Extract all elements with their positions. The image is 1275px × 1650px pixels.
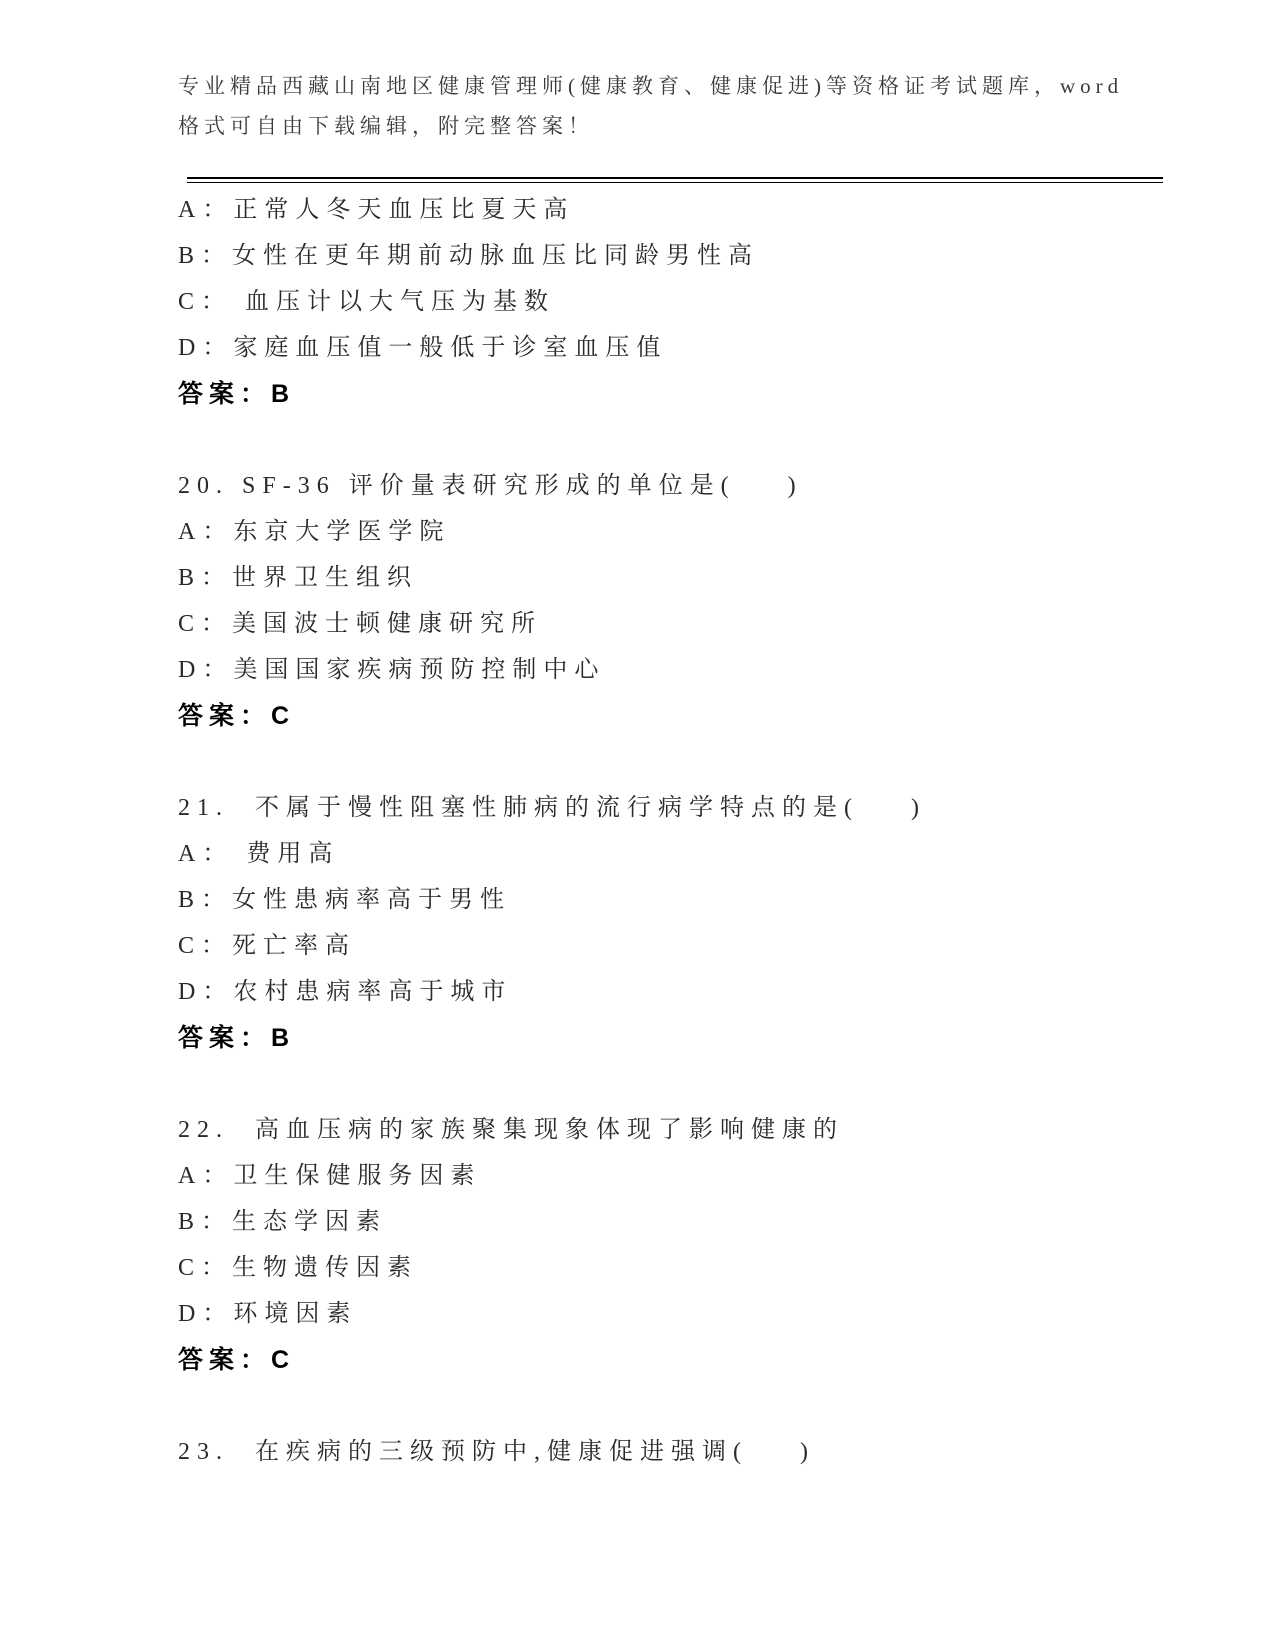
header-text-line-1: 专业精品西藏山南地区健康管理师(健康教育、健康促进)等资格证考试题库，word [178, 74, 1124, 98]
question21-option-b: B：女性患病率高于男性 [178, 887, 512, 913]
header-text-line-2: 格式可自由下载编辑，附完整答案！ [178, 114, 594, 138]
question22-option-c: C：生物遗传因素 [178, 1255, 419, 1281]
question20-option-d: D：美国国家疾病预防控制中心 [178, 657, 606, 683]
question19-option-c: C： 血压计以大气压为基数 [178, 289, 556, 315]
block-spacer [178, 417, 1275, 463]
question22-answer: 答案：C [178, 1346, 296, 1374]
question19-option-b: B：女性在更年期前动脉血压比同龄男性高 [178, 243, 760, 269]
question21-option-d: D：农村患病率高于城市 [178, 979, 513, 1005]
exam-content [0, 187, 1275, 1475]
question20-option-c: C：美国波士顿健康研究所 [178, 611, 543, 637]
question21-option-a: A： 费用高 [178, 841, 340, 867]
question19-option-a: A：正常人冬天血压比夏天高 [178, 197, 575, 223]
question20-answer: 答案：C [178, 702, 296, 730]
question21-answer: 答案：B [178, 1024, 296, 1052]
block-spacer [178, 1383, 1275, 1429]
question22-stem: 22. 高血压病的家族聚集现象体现了影响健康的 [178, 1117, 844, 1143]
question22-option-a: A：卫生保健服务因素 [178, 1163, 482, 1189]
question20-option-a: A：东京大学医学院 [178, 519, 451, 545]
question20-stem: 20. SF-36 评价量表研究形成的单位是( ) [178, 473, 803, 499]
block-spacer [178, 1061, 1275, 1107]
question22-option-b: B：生态学因素 [178, 1209, 388, 1235]
question22-option-d: D：环境因素 [178, 1301, 358, 1327]
question21-option-c: C：死亡率高 [178, 933, 357, 959]
question23-stem: 23. 在疾病的三级预防中,健康促进强调( ) [178, 1439, 815, 1465]
question19-answer: 答案：B [178, 380, 296, 408]
question20-option-b: B：世界卫生组织 [178, 565, 419, 591]
header-divider-rule [187, 177, 1163, 183]
block-spacer [178, 739, 1275, 785]
page-header [0, 0, 1275, 146]
question19-option-d: D：家庭血压值一般低于诊室血压值 [178, 335, 668, 361]
question21-stem: 21. 不属于慢性阻塞性肺病的流行病学特点的是( ) [178, 795, 926, 821]
